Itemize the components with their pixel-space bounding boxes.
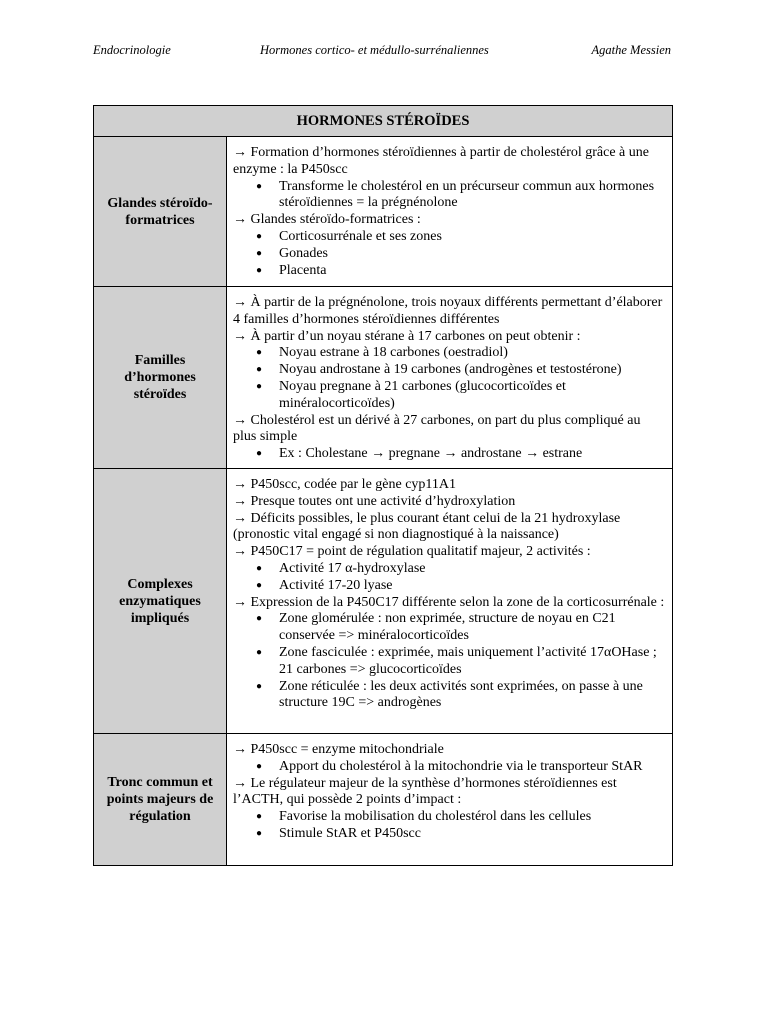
arrow-line: → Formation d’hormones stéroïdiennes à partir de cholestérol grâce à une enzyme : la P450scc [233, 145, 649, 177]
table-row [94, 287, 673, 469]
header-subject: Endocrinologie [93, 43, 171, 57]
bullet-item: ● Noyau pregnane à 21 carbones (glucocorticoïdes et minéralocorticoïdes) [233, 379, 666, 413]
arrow-line: → Glandes stéroïdo-formatrices : [233, 212, 421, 228]
bullet-list [233, 809, 666, 843]
arrow-line: → P450C17 = point de régulation qualitatif majeur, 2 activités : [233, 544, 591, 560]
table-title: HORMONES STÉROÏDES [94, 106, 673, 137]
arrow-line: → P450scc, codée par le gène cyp11A1 [233, 477, 457, 492]
arrow-line: → Déficits possibles, le plus courant étant celui de la 21 hydroxylase (pronostic vital engagé si non diagnostiqué à la naissance) [233, 510, 621, 543]
table-row [94, 469, 673, 734]
row-content [227, 469, 673, 734]
row-content [227, 734, 673, 866]
header-document-title: Hormones cortico- et médullo-surrénaliennes [260, 43, 489, 57]
row-heading: Glandes stéroïdo-formatrices [94, 137, 227, 287]
row-content [227, 287, 673, 469]
bullet-item: ● Favorise la mobilisation du cholestérol dans les cellules [233, 809, 666, 826]
bullet-item: ● Zone glomérulée : non exprimée, structure de noyau en C21 conservée => minéralocorticoïdes [233, 611, 666, 645]
steroid-hormones-table [93, 105, 673, 866]
arrow-line: → Le régulateur majeur de la synthèse d’hormones stéroïdiennes est l’ACTH, qui possède 2 points d’impact : [233, 775, 617, 808]
row-heading: Familles d’hormones stéroïdes [94, 287, 227, 469]
bullet-list [233, 446, 666, 463]
bullet-item: ● Apport du cholestérol à la mitochondrie via le transporteur StAR [233, 759, 666, 776]
table-title-row [94, 106, 673, 137]
row-heading: Complexes enzymatiques impliqués [94, 469, 227, 734]
bullet-item: ● Transforme le cholestérol en un précurseur commun aux hormones stéroïdiennes = la prégnénolone [233, 179, 666, 213]
bullet-list [233, 229, 666, 279]
row-content [227, 137, 673, 287]
row-heading: Tronc commun et points majeurs de régulation [94, 734, 227, 866]
bullet-item: ● Zone fasciculée : exprimée, mais uniquement l’activité 17αOHase ; 21 carbones => glucocorticoïdes [233, 645, 666, 679]
bullet-item: ● Placenta [233, 263, 666, 280]
bullet-item: ● Activité 17-20 lyase [233, 578, 666, 595]
bullet-list [233, 561, 666, 595]
bullet-item: ● Gonades [233, 246, 666, 263]
bullet-item: ● Corticosurrénale et ses zones [233, 229, 666, 246]
arrow-line: → Expression de la P450C17 différente selon la zone de la corticosurrénale : [233, 594, 665, 610]
arrow-line: → Cholestérol est un dérivé à 27 carbones, on part du plus compliqué au plus simple [233, 412, 641, 445]
bullet-item: ● Zone réticulée : les deux activités sont exprimées, on passe à une structure 19C => androgènes [233, 679, 666, 713]
header-author: Agathe Messien [591, 43, 671, 57]
arrow-line: → Presque toutes ont une activité d’hydroxylation [233, 493, 516, 509]
bullet-list [233, 759, 666, 776]
arrow-line: → À partir d’un noyau stérane à 17 carbones on peut obtenir : [233, 328, 581, 344]
bullet-item: ● Noyau androstane à 19 carbones (androgènes et testostérone) [233, 362, 666, 379]
arrow-line: → P450scc = enzyme mitochondriale [233, 742, 444, 757]
bullet-list [233, 345, 666, 412]
bullet-list [233, 611, 666, 712]
table-row [94, 137, 673, 287]
bullet-list [233, 179, 666, 213]
bullet-item: ● Activité 17 α-hydroxylase [233, 561, 666, 578]
table-row [94, 734, 673, 866]
bullet-item: ● Stimule StAR et P450scc [233, 826, 666, 843]
bullet-item: ● Ex : Cholestane → pregnane → androstane → estrane [233, 446, 666, 463]
arrow-line: → À partir de la prégnénolone, trois noyaux différents permettant d’élaborer 4 familles d’hormones stéroïdiennes différentes [233, 295, 663, 327]
bullet-item: ● Noyau estrane à 18 carbones (oestradiol) [233, 345, 666, 362]
